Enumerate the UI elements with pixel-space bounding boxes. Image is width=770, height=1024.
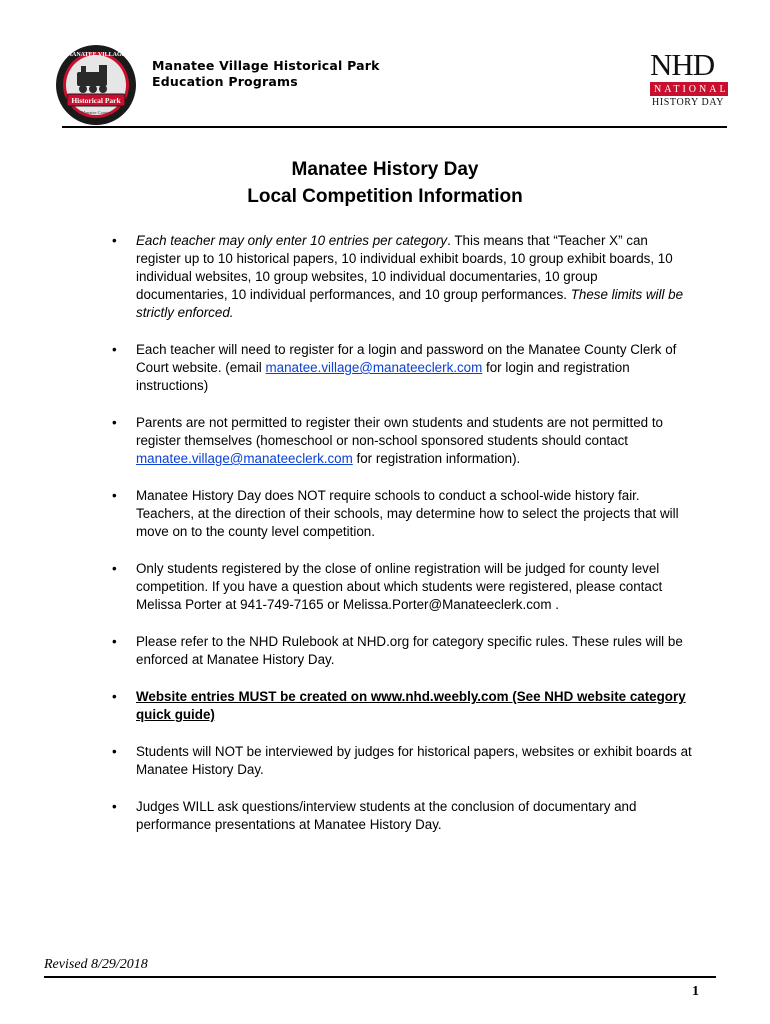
item-text: Manatee History Day does NOT require schools to conduct a school-wide history fair. Teachers, at the direction of their schools, may determine how to select the projects that will move on to the county level competition. [136, 488, 679, 539]
item-text: Students will NOT be interviewed by judges for historical papers, websites or exhibit boards at Manatee History Day. [136, 744, 692, 777]
item-text: . This means that “Teacher X” can register up to 10 historical papers, 10 individual exhibit boards, 10 group exhibit boards, 10 individual websites, 10 group websites, 10 individual documentaries, 10 group documentaries, 10 individual performances, and 10 group performances. [136, 233, 673, 302]
footer-divider [44, 976, 716, 978]
list-item [112, 487, 692, 541]
list-item [112, 560, 692, 614]
item-text: Only students registered by the close of online registration will be judged for county level competition. If you have a question about which students were registered, please contact Melissa Porter at 941-749-7165 or Melissa.Porter@Manateeclerk.com . [136, 561, 663, 612]
nhd-national-band: NATIONAL [650, 82, 728, 96]
item-text-bold-underlined: Website entries MUST be created on www.nhd.weebly.com (See NHD website category quick guide) [136, 689, 686, 722]
seal-ring-text: MANATEE VILLAGE [66, 52, 126, 58]
bullet-icon: • [112, 415, 117, 430]
item-text: for registration information). [352, 451, 521, 466]
org-program: Education Programs [152, 74, 298, 89]
page-subtitle: Local Competition Information [247, 186, 523, 207]
item-text: Parents are not permitted to register their own students and students are not permitted to register themselves (homeschool or non-school sponsored students should contact [136, 415, 663, 448]
bullet-icon: • [112, 744, 117, 759]
header-divider [62, 126, 727, 128]
list-item [112, 341, 692, 395]
bullet-icon: • [112, 561, 117, 576]
item-text: for login and registration instructions) [136, 360, 630, 393]
bullet-icon: • [112, 689, 117, 704]
list-item [112, 688, 692, 724]
item-text-italic: Each teacher may only enter 10 entries per category [136, 233, 448, 248]
org-name: Manatee Village Historical Park [152, 58, 380, 73]
list-item [112, 633, 692, 669]
item-text-italic: These limits will be strictly enforced. [136, 287, 684, 320]
list-item [112, 743, 692, 779]
nhd-logo [650, 47, 729, 109]
list-item [112, 232, 692, 322]
bullet-icon: • [112, 233, 117, 248]
item-text: Each teacher will need to register for a login and password on the Manatee County Clerk of Court website. (email [136, 342, 677, 375]
email-link[interactable]: manatee.village@manateeclerk.com [265, 360, 483, 375]
nhd-history-day: HISTORY DAY [652, 97, 725, 108]
page-number: 1 [692, 984, 699, 999]
list-item [112, 798, 692, 834]
page-title: Manatee History Day [291, 159, 479, 180]
manatee-village-seal-logo [55, 44, 137, 126]
revision-date: Revised 8/29/2018 [44, 957, 148, 972]
item-text: Judges WILL ask questions/interview students at the conclusion of documentary and performance presentations at Manatee History Day. [136, 799, 637, 832]
nhd-mark: NHD [650, 47, 715, 82]
email-link[interactable]: manatee.village@manateeclerk.com [136, 451, 353, 466]
seal-bottom-text: Manatee County [81, 110, 111, 115]
seal-ribbon-text: Historical Park [71, 96, 121, 105]
bullet-icon: • [112, 799, 117, 814]
bullet-icon: • [112, 488, 117, 503]
org-heading [152, 58, 380, 90]
info-list [112, 232, 692, 834]
list-item [112, 414, 692, 468]
bullet-icon: • [112, 342, 117, 357]
item-text: Please refer to the NHD Rulebook at NHD.org for category specific rules. These rules will be enforced at Manatee History Day. [136, 634, 683, 667]
bullet-icon: • [112, 634, 117, 649]
